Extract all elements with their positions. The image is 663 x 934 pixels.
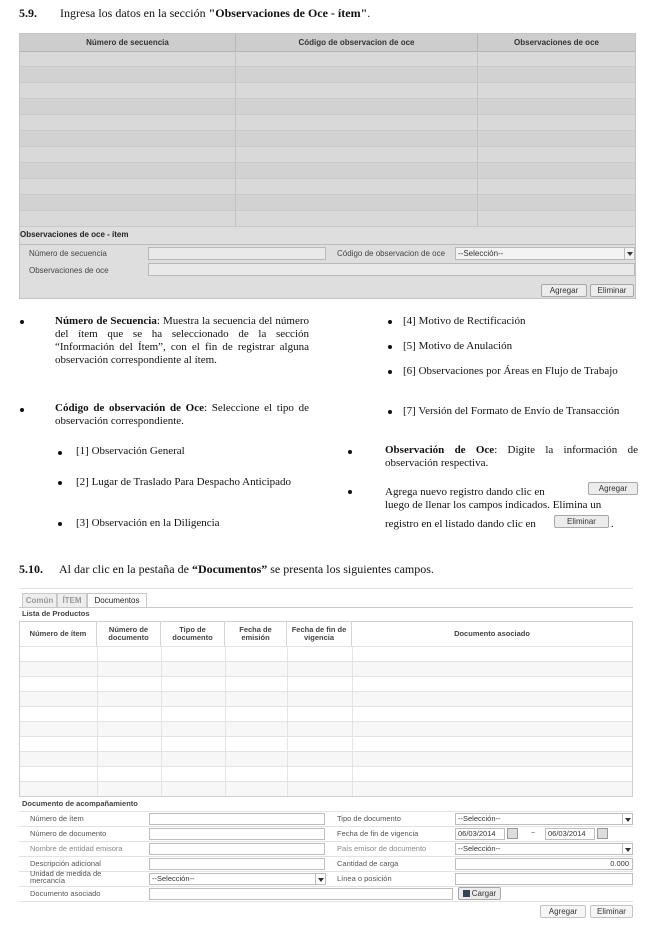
right-bullet-5: [5] Motivo de Anulación	[403, 340, 513, 352]
code-select[interactable]	[455, 247, 635, 260]
date-range-separator: ~	[531, 828, 536, 837]
table-row	[20, 211, 635, 227]
right-bullet-obs	[385, 444, 638, 470]
section-text: Ingresa los datos en la sección	[60, 6, 209, 20]
table-row	[20, 676, 632, 691]
right-bullet-4: [4] Motivo de Rectificación	[403, 315, 526, 327]
divider	[19, 244, 636, 245]
table-row	[20, 115, 635, 131]
sequence-label: Número de secuencia	[29, 249, 107, 258]
bullet-dot	[348, 490, 352, 494]
code-label: Código de observacion de oce	[337, 249, 446, 258]
section-title: "Observaciones de Oce - ítem"	[208, 6, 368, 20]
extra-desc-input[interactable]	[149, 858, 325, 870]
sequence-input[interactable]	[148, 247, 326, 260]
divider	[19, 901, 633, 902]
right-bullet-period: .	[611, 518, 614, 530]
table-row	[20, 766, 632, 781]
grid-header	[20, 34, 635, 52]
section-5-9-heading	[19, 6, 370, 21]
inline-delete-button: Eliminar	[554, 515, 609, 528]
column-divider	[225, 646, 226, 796]
col-header-doc-number[interactable]: Número de documento	[97, 622, 161, 646]
date-to-input[interactable]: 06/03/2014	[545, 828, 595, 840]
column-divider	[161, 646, 162, 796]
table-row	[20, 646, 632, 661]
bullet-text: : Seleccione el tipo de observación correspondiente.	[55, 402, 309, 427]
table-row	[20, 99, 635, 115]
bullet-dot	[58, 481, 62, 485]
observations-label: Observaciones de oce	[29, 266, 109, 275]
unit-label: Unidad de medida de mercancía	[30, 869, 102, 885]
section-number: 5.10.	[19, 562, 43, 576]
sub-bullet-1: [1] Observación General	[76, 445, 185, 457]
col-header-issue-date[interactable]: Fecha de emisión	[225, 622, 287, 646]
col-header-code[interactable]: Código de observacion de oce	[236, 34, 478, 51]
unit-value: --Selección--	[152, 874, 195, 883]
table-row	[20, 67, 635, 83]
section-number: 5.9.	[19, 6, 37, 20]
table-row	[20, 195, 635, 211]
load-qty-input[interactable]: 0.000	[455, 858, 633, 870]
section-text: Al dar clic en la pestaña de	[59, 562, 192, 576]
table-row	[20, 751, 632, 766]
grid-caption: Lista de Productos	[22, 609, 90, 618]
table-row	[20, 83, 635, 99]
table-row	[20, 706, 632, 721]
issuer-country-label: País emisor de documento	[337, 844, 427, 853]
form-section-title: Observaciones de oce - ítem	[20, 230, 129, 239]
section-title: “Documentos”	[191, 562, 268, 576]
upload-label: Cargar	[471, 889, 497, 898]
doc-type-label: Tipo de documento	[337, 814, 401, 823]
end-date-label: Fecha de fin de vigencia	[337, 829, 419, 838]
inline-add-button: Agregar	[588, 482, 638, 495]
doc-number-label: Número de documento	[30, 829, 107, 838]
section-text-end: se presenta los siguientes campos.	[267, 562, 434, 576]
bullet-text: : Digite la información de observación respectiva.	[385, 444, 638, 469]
load-qty-label: Cantidad de carga	[337, 859, 399, 868]
delete-button[interactable]: Eliminar	[590, 905, 633, 918]
column-divider	[477, 51, 478, 237]
unit-select[interactable]	[149, 873, 326, 885]
table-row	[20, 131, 635, 147]
col-header-assoc-doc[interactable]: Documento asociado	[454, 629, 530, 638]
chevron-down-icon[interactable]	[622, 814, 632, 824]
form2-section-title: Documento de acompañamiento	[22, 799, 138, 808]
issuer-country-value: --Selección--	[458, 844, 501, 853]
table-row	[20, 721, 632, 736]
sub-bullet-3: [3] Observación en la Diligencia	[76, 517, 220, 529]
date-from-input[interactable]: 06/03/2014	[455, 828, 505, 840]
bullet-dot	[388, 410, 392, 414]
chevron-down-icon[interactable]	[315, 874, 325, 884]
sub-bullet-2: [2] Lugar de Traslado Para Despacho Anticipado	[76, 476, 292, 488]
bullet-dot	[20, 320, 24, 324]
observations-input[interactable]	[148, 263, 635, 276]
doc-type-select[interactable]	[455, 813, 633, 825]
tab-item[interactable]: ÍTEM	[57, 593, 87, 607]
table-row	[20, 179, 635, 195]
bullet-dot	[388, 345, 392, 349]
column-divider	[235, 51, 236, 237]
tab-documentos[interactable]: Documentos	[87, 593, 147, 607]
issuer-name-label: Nombre de entidad emisora	[30, 844, 123, 853]
extra-desc-label: Descripción adicional	[30, 859, 101, 868]
assoc-doc-label: Documento asociado	[30, 889, 101, 898]
bullet-dot	[348, 450, 352, 454]
section-5-10-heading	[19, 562, 434, 577]
delete-button[interactable]: Eliminar	[590, 284, 634, 297]
doc-type-value: --Selección--	[458, 814, 501, 823]
col-header-observations[interactable]: Observaciones de oce	[514, 38, 599, 47]
line-input[interactable]	[455, 873, 633, 885]
add-button[interactable]: Agregar	[540, 905, 586, 918]
section-period: .	[367, 6, 371, 20]
bullet-dot	[388, 320, 392, 324]
table-row	[20, 661, 632, 676]
bullet-dot	[20, 408, 24, 412]
add-button[interactable]: Agregar	[541, 284, 587, 297]
column-divider	[97, 646, 98, 796]
item-number-input[interactable]	[149, 813, 325, 825]
bullet-dot	[388, 370, 392, 374]
bullet-bold: Observación de Oce	[385, 444, 495, 456]
bullet-dot	[58, 522, 62, 526]
divider	[19, 607, 633, 608]
right-bullet-add-a: Agrega nuevo registro dando clic en	[385, 486, 545, 498]
right-bullet-7: [7] Versión del Formato de Envío de Transacción	[403, 405, 620, 417]
chevron-down-icon[interactable]	[624, 248, 634, 259]
bullet-text: : Muestra la secuencia del número del ítem que se ha seleccionado de la sección “Información del Ítem”, con el fin de registrar alguna observación correspondiente al ítem.	[55, 315, 309, 366]
issuer-name-input[interactable]	[149, 843, 325, 855]
bullet-code	[55, 402, 309, 428]
bullet-bold: Número de Secuencia	[55, 315, 157, 327]
table-row	[20, 163, 635, 179]
issuer-country-select[interactable]	[455, 843, 633, 855]
calendar-icon[interactable]	[597, 828, 608, 839]
table-row	[20, 736, 632, 751]
column-divider	[287, 646, 288, 796]
chevron-down-icon[interactable]	[622, 844, 632, 854]
col-header-sequence[interactable]: Número de secuencia	[20, 34, 236, 51]
right-bullet-add-b: luego de llenar los campos indicados. Elimina un	[385, 499, 602, 511]
bullet-dot	[58, 451, 62, 455]
divider	[19, 588, 633, 589]
upload-button[interactable]	[458, 887, 501, 900]
table-row	[20, 781, 632, 796]
right-bullet-add-c: registro en el listado dando clic en	[385, 518, 536, 530]
assoc-doc-input[interactable]	[149, 888, 453, 900]
tab-comun[interactable]: Común	[22, 593, 57, 607]
item-number-label: Número de ítem	[30, 814, 84, 823]
right-bullet-6: [6] Observaciones por Áreas en Flujo de Trabajo	[403, 365, 618, 377]
form-row	[19, 826, 633, 841]
calendar-icon[interactable]	[507, 828, 518, 839]
products-grid	[19, 621, 633, 797]
table-row	[20, 51, 635, 67]
code-select-value: --Selección--	[458, 249, 504, 258]
column-divider	[352, 646, 353, 796]
table-row	[20, 147, 635, 163]
col-header-end-date[interactable]: Fecha de fin de vigencia	[287, 622, 352, 646]
bullet-sequence	[55, 315, 309, 367]
line-label: Línea o posición	[337, 874, 392, 883]
col-header-item[interactable]: Número de ítem	[20, 622, 97, 646]
doc-number-input[interactable]	[149, 828, 325, 840]
table-row	[20, 691, 632, 706]
bullet-bold: Código de observación de Oce	[55, 402, 205, 414]
save-icon	[463, 890, 470, 897]
col-header-doc-type[interactable]: Tipo de documento	[161, 622, 225, 646]
